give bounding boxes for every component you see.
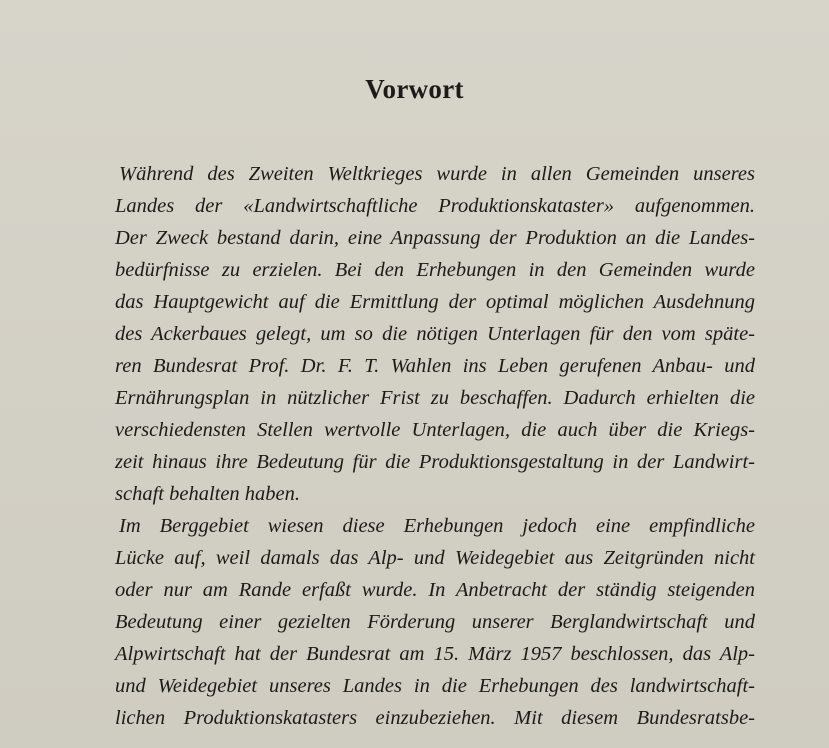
text-line: des Ackerbaues gelegt, um so die nötigen Unterlagen für den vom späte- (115, 323, 755, 345)
text-line: und Weidegebiet unseres Landes in die Erhebungen des landwirtschaft- (115, 675, 755, 697)
text-line: bedürfnisse zu erzielen. Bei den Erhebungen in den Gemeinden wurde (115, 259, 755, 281)
text-line: schaft behalten haben. (115, 483, 301, 505)
text-line: ren Bundesrat Prof. Dr. F. T. Wahlen ins Leben gerufenen Anbau- und (115, 355, 755, 377)
text-line: Bedeutung einer gezielten Förderung unserer Berglandwirtschaft und (115, 611, 755, 633)
text-line: oder nur am Rande erfaßt wurde. In Anbetracht der ständig steigenden (115, 579, 755, 601)
text-line: Im Berggebiet wiesen diese Erhebungen jedoch eine empfindliche (119, 515, 755, 537)
text-line: Ernährungsplan in nützlicher Frist zu beschaffen. Dadurch erhielten die (115, 387, 755, 409)
text-line: Alpwirtschaft hat der Bundesrat am 15. März 1957 beschlossen, das Alp- (115, 643, 755, 665)
text-line: Landes der «Landwirtschaftliche Produktionskataster» aufgenommen. (115, 195, 755, 217)
text-line: Während des Zweiten Weltkrieges wurde in allen Gemeinden unseres (119, 163, 755, 185)
text-line: Lücke auf, weil damals das Alp- und Weidegebiet aus Zeitgründen nicht (115, 547, 755, 569)
foreword-text (115, 158, 755, 734)
text-line: zeit hinaus ihre Bedeutung für die Produktionsgestaltung in der Landwirt- (115, 451, 755, 473)
text-line: verschiedensten Stellen wertvolle Unterlagen, die auch über die Kriegs- (115, 419, 755, 441)
text-line: lichen Produktionskatasters einzubeziehen. Mit diesem Bundesratsbe- (115, 707, 755, 729)
page-title: Vorwort (365, 74, 464, 104)
text-line: das Hauptgewicht auf die Ermittlung der optimal möglichen Ausdehnung (115, 291, 755, 313)
text-line: Der Zweck bestand darin, eine Anpassung der Produktion an die Landes- (115, 227, 755, 249)
